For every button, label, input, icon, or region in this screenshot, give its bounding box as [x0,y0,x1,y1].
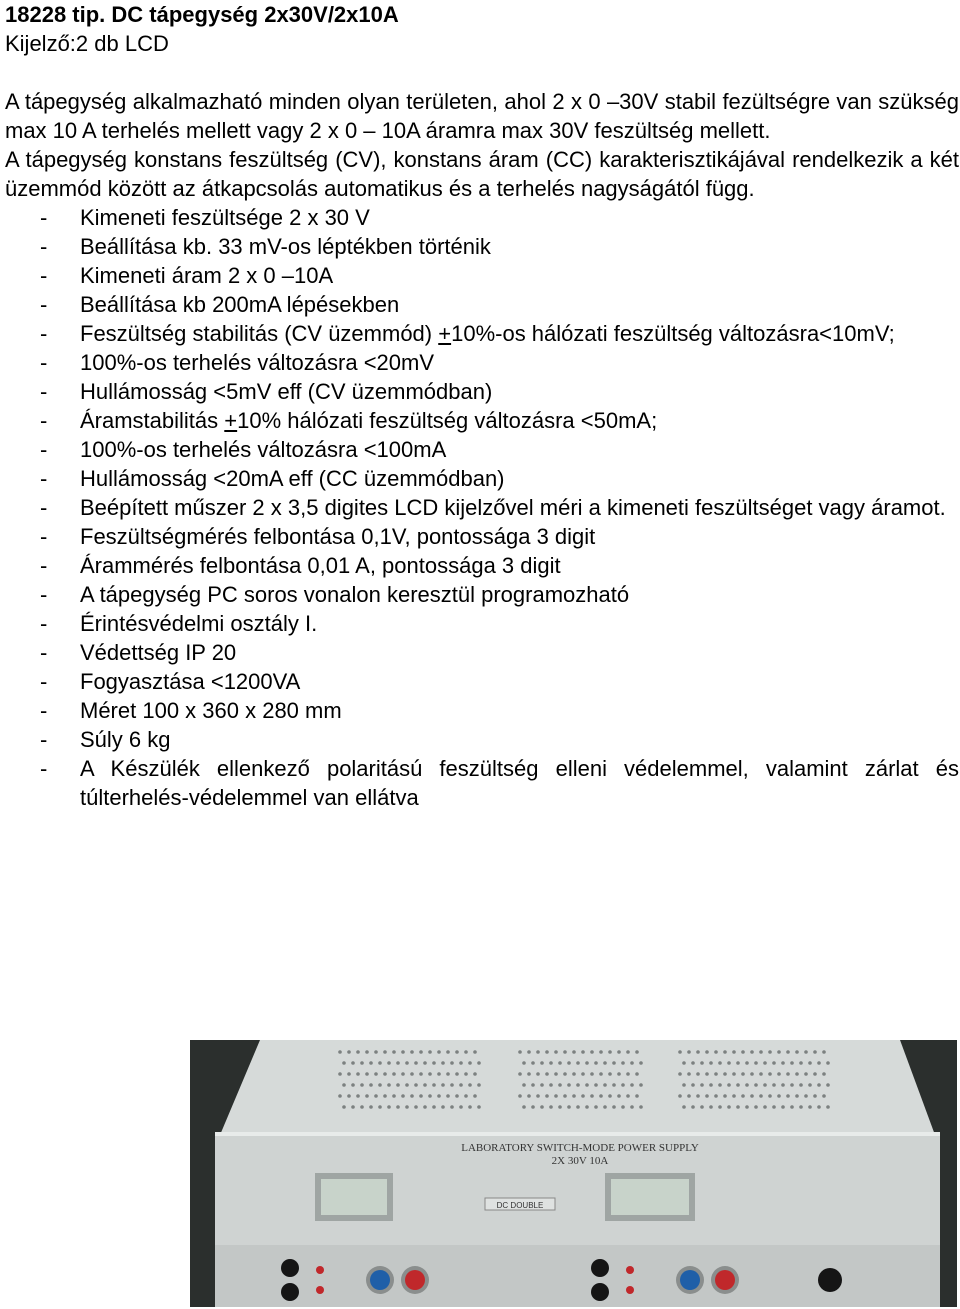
list-dash: - [40,350,48,375]
knob [281,1283,299,1301]
list-dash: - [40,756,48,781]
indicator-led [626,1266,634,1274]
spec-text: 100%-os terhelés változásra <100mA [80,437,447,462]
spec-item [5,522,959,551]
spec-item [5,551,959,580]
panel-label-1: LABORATORY SWITCH-MODE POWER SUPPLY [461,1142,699,1154]
list-dash: - [40,234,48,259]
list-dash: - [40,582,48,607]
document-title: 18228 tip. DC tápegység 2x30V/2x10A [5,2,399,27]
list-dash: - [40,611,48,636]
spec-text: Feszültségmérés felbontása 0,1V, pontossága 3 digit [80,524,596,549]
spec-item [5,319,959,348]
spec-item [5,725,959,754]
spec-text: Feszültség stabilitás (CV üzemmód) [80,321,439,346]
list-dash: - [40,205,48,230]
list-dash: - [40,727,48,752]
spec-item [5,638,959,667]
spec-item [5,377,959,406]
indicator-led [316,1286,324,1294]
intro-paragraph-1: A tápegység alkalmazható minden olyan területen, ahol 2 x 0 –30V stabil fezültségre van szükség max 10 A terhelés mellett vagy 2 x 0 – 10A áramra max 30V feszültség mellett. [5,89,959,143]
spec-text: Érintésvédelmi osztály I. [80,611,318,636]
case-top [220,1040,935,1135]
spec-text: Áramstabilitás [80,408,225,433]
spec-text: Fogyasztása <1200VA [80,669,301,694]
spec-item [5,348,959,377]
spec-text: Kimeneti áram 2 x 0 –10A [80,263,334,288]
list-dash: - [40,437,48,462]
spec-text: A Készülék ellenkező polaritású feszültség elleni védelemmel, valamint zárlat és túlterhelés-védelemmel van ellátva [80,756,959,810]
spec-item [5,261,959,290]
list-dash: - [40,524,48,549]
output-terminal [405,1270,425,1290]
spec-list [5,203,959,812]
spec-item [5,406,959,435]
knob [281,1259,299,1277]
product-photo [190,1040,957,1307]
spec-text: 10% hálózati feszültség változásra <50mA; [237,408,658,433]
spec-item [5,696,959,725]
spec-item [5,464,959,493]
center-label: DC DOUBLE [496,1201,544,1210]
spec-item [5,580,959,609]
list-dash: - [40,379,48,404]
spec-item [5,435,959,464]
list-dash: - [40,321,48,346]
list-dash: - [40,292,48,317]
spec-item [5,754,959,812]
spec-text: Hullámosság <5mV eff (CV üzemmódban) [80,379,493,404]
spec-text: Beállítása kb 200mA lépésekben [80,292,400,317]
knob [818,1268,842,1292]
list-dash: - [40,408,48,433]
output-terminal [715,1270,735,1290]
display-info: Kijelző:2 db LCD [5,31,169,56]
list-dash: - [40,698,48,723]
indicator-led [626,1286,634,1294]
output-terminal [370,1270,390,1290]
indicator-led [316,1266,324,1274]
list-dash: - [40,640,48,665]
spec-text: Méret 100 x 360 x 280 mm [80,698,342,723]
plus-minus-sign: + [224,408,238,433]
list-dash: - [40,669,48,694]
spec-text: Beállítása kb. 33 mV-os léptékben történik [80,234,491,259]
spec-item [5,290,959,319]
spec-item [5,609,959,638]
spec-item [5,493,959,522]
spec-text: Kimeneti feszültsége 2 x 30 V [80,205,370,230]
spec-item [5,203,959,232]
list-dash: - [40,553,48,578]
spec-item [5,667,959,696]
power-supply-illustration [190,1040,957,1307]
lcd-display-left [321,1179,387,1215]
lcd-display-right [611,1179,689,1215]
spec-text: A tápegység PC soros vonalon keresztül programozható [80,582,630,607]
panel-label-2: 2X 30V 10A [551,1155,609,1167]
list-dash: - [40,495,48,520]
spec-item [5,232,959,261]
output-terminal [680,1270,700,1290]
spec-text: 10%-os hálózati feszültség változásra<10mV; [451,321,895,346]
list-dash: - [40,263,48,288]
spec-text: Súly 6 kg [80,727,171,752]
intro-paragraph-2: A tápegység konstans feszültség (CV), konstans áram (CC) karakterisztikájával rendelkezik a két üzemmód között az átkapcsolás automatikus és a terhelés nagyságától függ. [5,147,959,201]
plus-minus-sign: + [438,321,452,346]
spec-text: Beépített műszer 2 x 3,5 digites LCD kijelzővel méri a kimeneti feszültséget vagy áramot. [80,495,946,520]
knob [591,1283,609,1301]
knob [591,1259,609,1277]
document-page [5,0,959,812]
spec-text: Árammérés felbontása 0,01 A, pontossága 3 digit [80,553,561,578]
spec-text: 100%-os terhelés változásra <20mV [80,350,435,375]
list-dash: - [40,466,48,491]
spec-text: Védettség IP 20 [80,640,237,665]
spec-text: Hullámosság <20mA eff (CC üzemmódban) [80,466,505,491]
